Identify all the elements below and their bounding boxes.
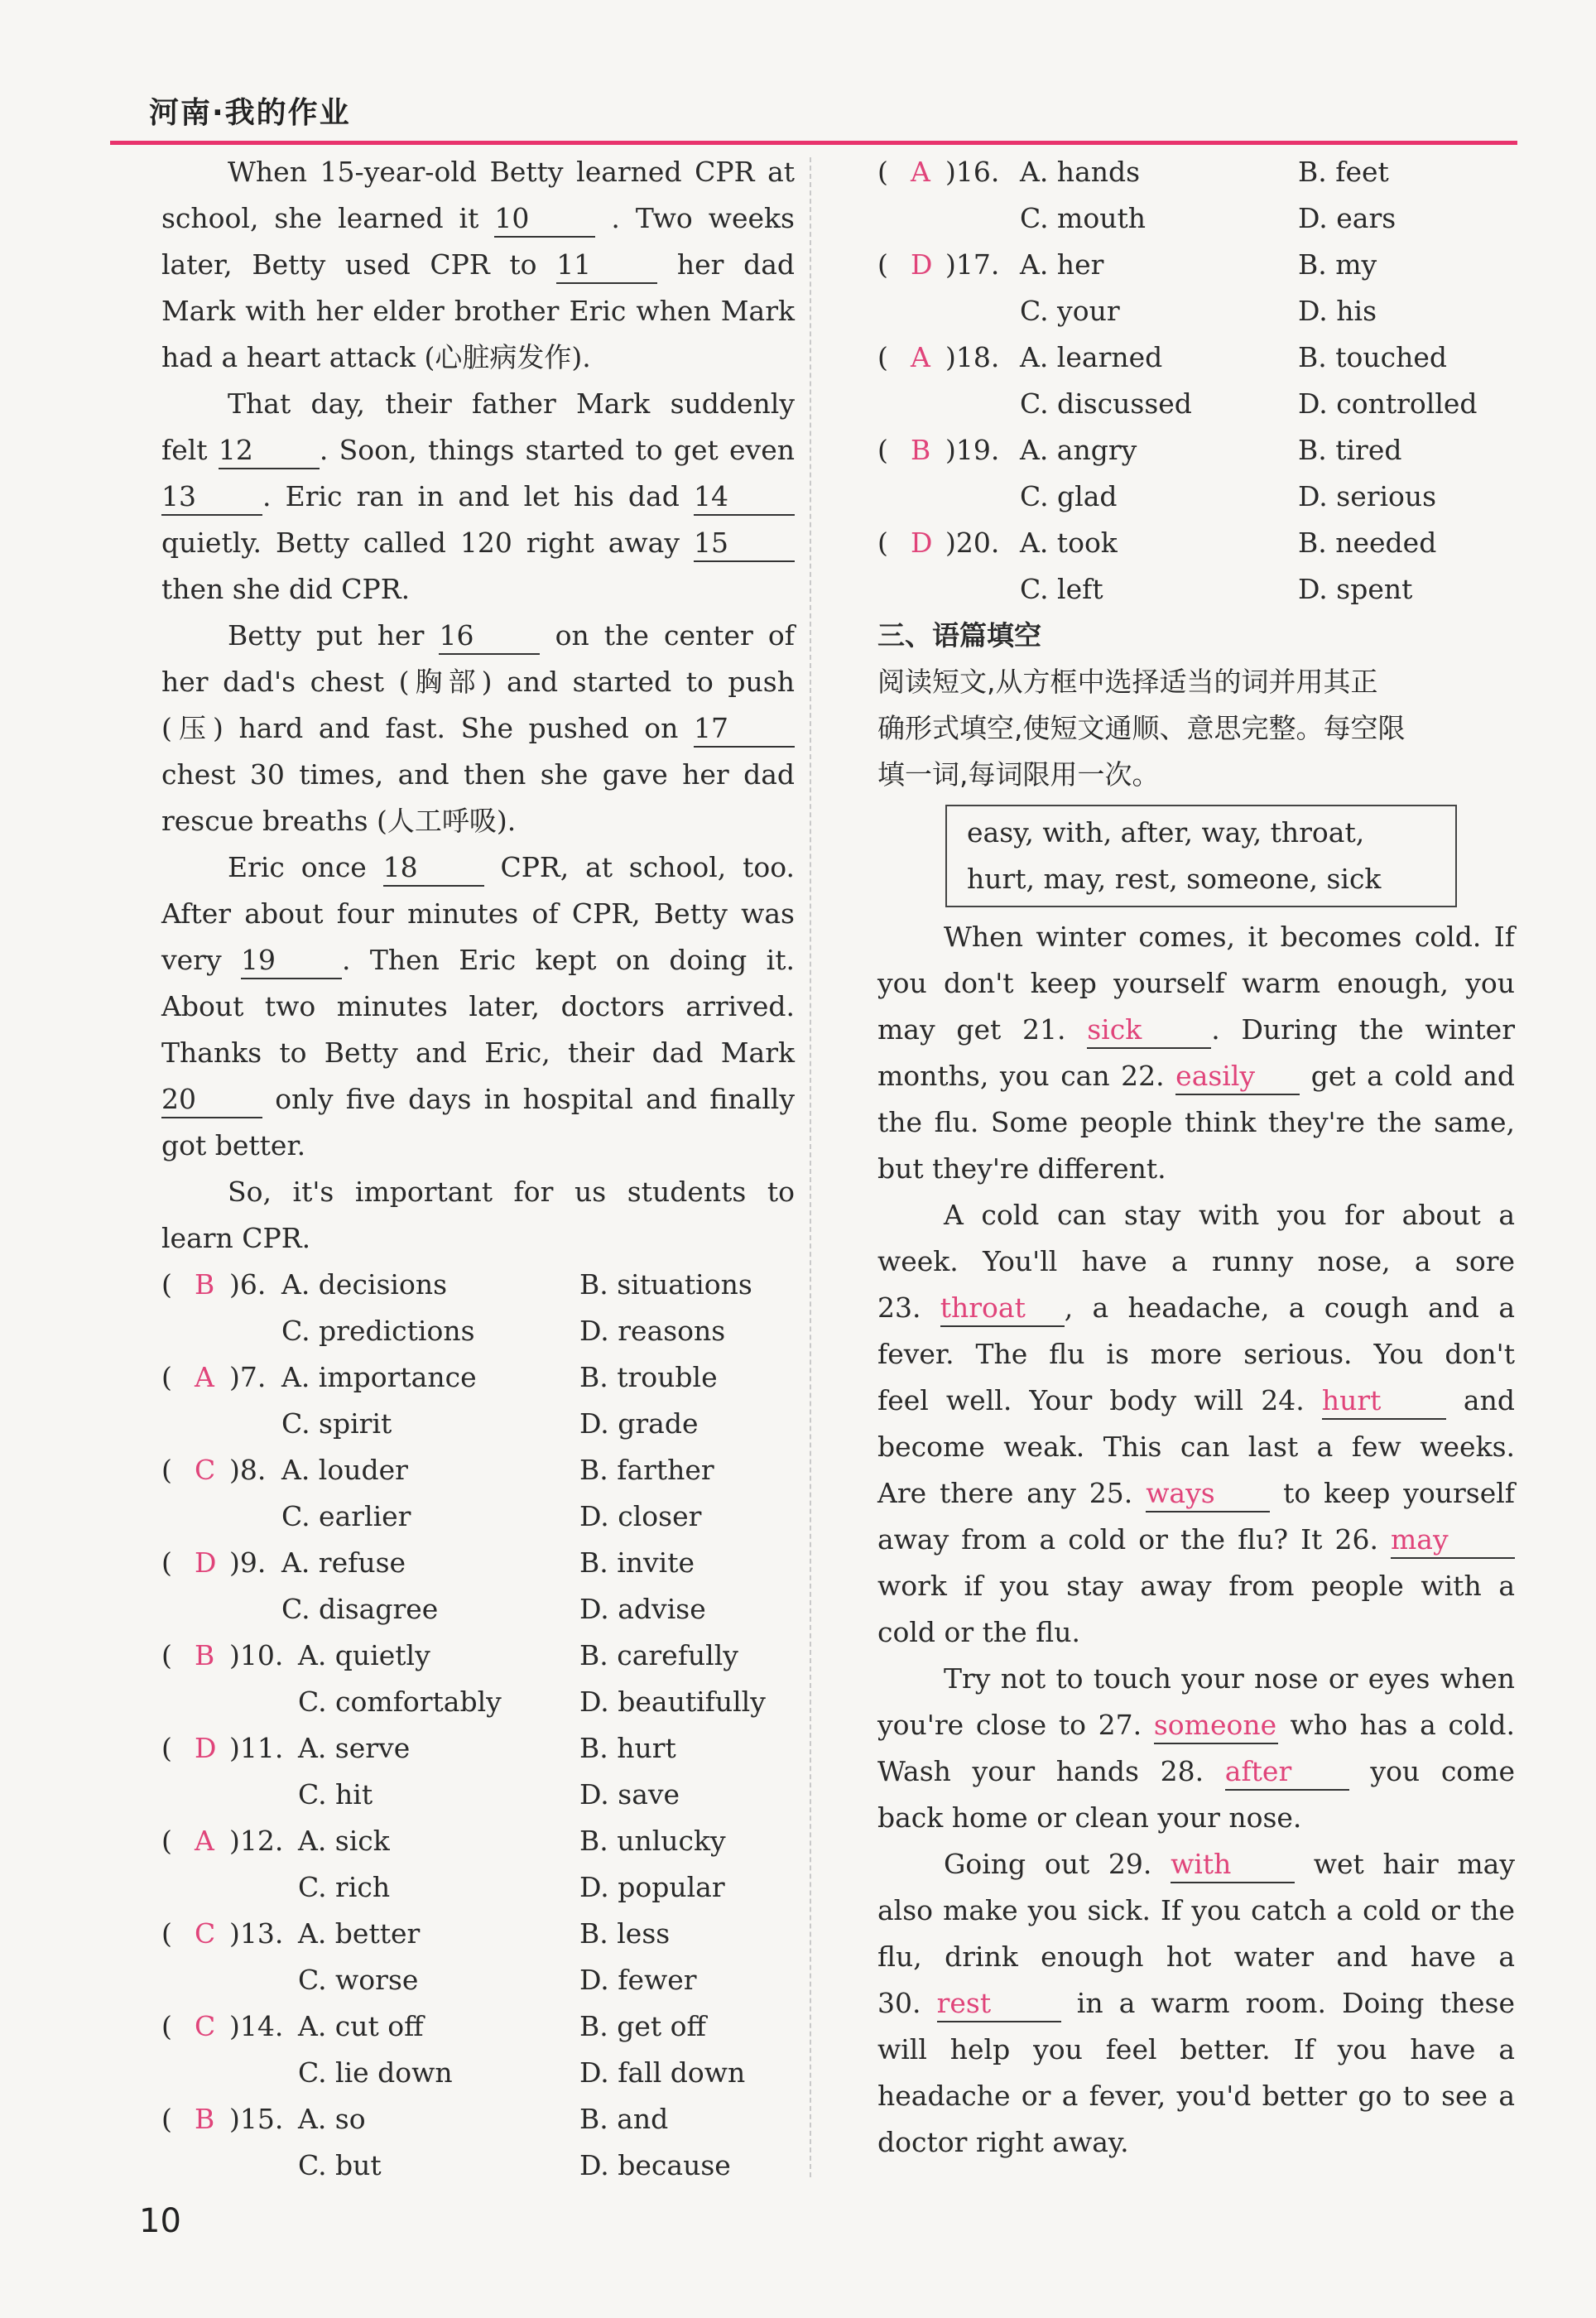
passage-line: will help you feel better. If you have a (877, 2033, 1515, 2066)
passage-line: felt 12 . Soon, things started to get even (161, 427, 795, 474)
passage-line: 30. rest in a warm room. Doing these (877, 1980, 1515, 2027)
mc-question-line: C. but D. because (298, 2149, 731, 2181)
fill-passage (877, 914, 1515, 2166)
passage-line: After about four minutes of CPR, Betty was (161, 897, 795, 930)
passage-line: had a heart attack (心脏病发作). (161, 341, 591, 373)
instruction-line: 确形式填空,使短文通顺、意思完整。每空限 (877, 712, 1406, 744)
passage-line: doctor right away. (877, 2126, 1129, 2158)
mc-question-line: ( D )20. A. took B. needed (877, 520, 1515, 566)
answer-letter: A (911, 156, 930, 188)
passage-line: may get 21. sick . During the winter (877, 1007, 1515, 1053)
passage-line: you don't keep yourself warm enough, you (877, 967, 1515, 999)
mc-question-line: C. mouth D. ears (1020, 202, 1396, 234)
answer-blank-30: rest (937, 1986, 1061, 2022)
mc-question-line: ( D )11. A. serve B. hurt (161, 1725, 795, 1772)
mc-question-line: C. hit D. save (298, 1778, 680, 1811)
header-rule (110, 141, 1517, 145)
answer-blank-24: hurt (1322, 1383, 1446, 1420)
blank-14: 14 (694, 479, 795, 516)
mc-question-line: ( C )13. A. better B. less (161, 1911, 795, 1957)
passage-line: Mark with her elder brother Eric when Mark (161, 295, 795, 327)
mc-question-line: C. left D. spent (1020, 573, 1413, 605)
mc-question-line: C. predictions D. reasons (281, 1315, 726, 1347)
answer-blank-29: with (1171, 1847, 1295, 1883)
answer-letter: B (195, 1639, 215, 1671)
mc-question-line: C. comfortably D. beautifully (298, 1686, 766, 1718)
section-3 (877, 613, 1515, 907)
passage-line: 13 . Eric ran in and let his dad 14 (161, 474, 795, 520)
passage-line: fever. The flu is more serious. You don't (877, 1338, 1515, 1370)
page-header-title: 河南·我的作业 (149, 96, 351, 130)
passage-line: Wash your hands 28. after you come (877, 1748, 1515, 1795)
mc-question-line: ( B )10. A. quietly B. carefully (161, 1633, 795, 1679)
mc-question-line: C. disagree D. advise (281, 1593, 706, 1625)
blank-10: 10 (494, 201, 595, 238)
passage-line: headache or a fever, you'd better go to see a (877, 2080, 1515, 2112)
mc-question-line: ( A )12. A. sick B. unlucky (161, 1818, 795, 1864)
blank-18: 18 (383, 850, 484, 887)
answer-letter: B (911, 434, 931, 466)
mc-question-line: C. worse D. fewer (298, 1964, 697, 1996)
passage-line: Try not to touch your nose or eyes when (944, 1662, 1515, 1695)
passage-line: About two minutes later, doctors arrived. (161, 990, 795, 1022)
answer-letter: D (195, 1546, 217, 1579)
mc-question-line: ( B )15. A. so B. and (161, 2096, 795, 2142)
passage-line: Thanks to Betty and Eric, their dad Mark (161, 1036, 795, 1069)
mc-question-line: C. earlier D. closer (281, 1500, 702, 1532)
blank-16: 16 (439, 618, 540, 655)
passage-line: the flu. Some people think they're the same, (877, 1106, 1515, 1138)
mc-question-line: C. lie down D. fall down (298, 2056, 746, 2089)
passage-line: got better. (161, 1129, 306, 1161)
word-bank-box (945, 805, 1457, 907)
answer-letter: A (195, 1361, 214, 1393)
mc-question-line: ( A )7. A. importance B. trouble (161, 1354, 795, 1401)
passage-line: flu, drink enough hot water and have a (877, 1940, 1515, 1973)
mc-questions-left (161, 1262, 795, 2189)
answer-blank-25: ways (1146, 1476, 1270, 1512)
answer-blank-27: someone (1154, 1708, 1278, 1744)
word-bank-line: easy, with, after, way, throat, (967, 816, 1365, 849)
mc-question-line: C. discussed D. controlled (1020, 387, 1478, 420)
passage-line: chest 30 times, and then she gave her dad (161, 758, 795, 791)
passage-line: you're close to 27. someone who has a cold. (877, 1702, 1515, 1748)
cloze-passage (161, 149, 795, 1262)
mc-question-line: C. spirit D. grade (281, 1407, 699, 1440)
right-column (877, 149, 1515, 2166)
blank-13: 13 (161, 479, 262, 516)
mc-question-line: C. your D. his (1020, 295, 1377, 327)
mc-question-line: ( B )19. A. angry B. tired (877, 427, 1515, 474)
passage-line: also make you sick. If you catch a cold or the (877, 1894, 1515, 1926)
passage-line: Eric once 18 CPR, at school, too. (161, 844, 795, 891)
answer-letter: A (195, 1825, 214, 1857)
mc-question-line: ( A )18. A. learned B. touched (877, 334, 1515, 381)
mc-question-line: ( D )9. A. refuse B. invite (161, 1540, 795, 1586)
column-divider (810, 157, 811, 2177)
passage-line: months, you can 22. easily get a cold and (877, 1053, 1515, 1099)
blank-19: 19 (241, 943, 342, 979)
answer-letter: B (195, 2103, 215, 2135)
passage-line: When winter comes, it becomes cold. If (944, 921, 1515, 953)
mc-question-line: C. glad D. serious (1020, 480, 1437, 512)
answer-letter: C (195, 1917, 216, 1950)
passage-line: her dad's chest (胸部) and started to push (161, 666, 795, 698)
mc-question-line: C. rich D. popular (298, 1871, 725, 1903)
passage-line: back home or clean your nose. (877, 1801, 1302, 1834)
passage-line: school, she learned it 10 . Two weeks (161, 195, 795, 242)
passage-line: quietly. Betty called 120 right away 15 (161, 520, 795, 566)
blank-11: 11 (556, 248, 657, 284)
passage-line: away from a cold or the flu? It 26. may (877, 1517, 1515, 1563)
passage-line: (压) hard and fast. She pushed on 17 (161, 705, 795, 752)
answer-blank-28: after (1225, 1754, 1349, 1791)
answer-letter: B (195, 1268, 215, 1301)
answer-letter: D (911, 248, 933, 281)
passage-line: rescue breaths (人工呼吸). (161, 805, 517, 837)
passage-line: work if you stay away from people with a (877, 1570, 1515, 1602)
passage-line: That day, their father Mark suddenly (228, 387, 795, 420)
passage-line: later, Betty used CPR to 11 her dad (161, 242, 795, 288)
passage-line: When 15-year-old Betty learned CPR at (228, 156, 795, 188)
mc-question-line: ( D )17. A. her B. my (877, 242, 1515, 288)
passage-line: become weak. This can last a few weeks. (877, 1431, 1515, 1463)
passage-line: cold or the flu. (877, 1616, 1080, 1648)
blank-17: 17 (694, 711, 795, 748)
answer-letter: D (911, 527, 933, 559)
mc-question-line: ( C )14. A. cut off B. get off (161, 2003, 795, 2050)
passage-line: then she did CPR. (161, 573, 411, 605)
passage-line: 23. throat , a headache, a cough and a (877, 1285, 1515, 1331)
mc-question-line: ( C )8. A. louder B. farther (161, 1447, 795, 1493)
answer-letter: A (911, 341, 930, 373)
answer-letter: C (195, 1454, 216, 1486)
answer-letter: D (195, 1732, 217, 1764)
page-number: 10 (139, 2202, 181, 2240)
answer-blank-21: sick (1087, 1012, 1211, 1049)
passage-line: but they're different. (877, 1152, 1166, 1185)
blank-20: 20 (161, 1082, 262, 1118)
mc-question-line: ( A )16. A. hands B. feet (877, 149, 1515, 195)
passage-line: learn CPR. (161, 1222, 311, 1254)
passage-line: feel well. Your body will 24. hurt and (877, 1378, 1515, 1424)
blank-15: 15 (694, 526, 795, 562)
answer-letter: C (195, 2010, 216, 2042)
section-title: 三、语篇填空 (877, 619, 1041, 652)
passage-line: Are there any 25. ways to keep yourself (877, 1470, 1515, 1517)
answer-blank-23: throat (940, 1291, 1065, 1327)
word-bank-line: hurt, may, rest, someone, sick (967, 863, 1382, 895)
blank-12: 12 (219, 433, 320, 469)
mc-question-line: ( B )6. A. decisions B. situations (161, 1262, 795, 1308)
passage-line: A cold can stay with you for about a (944, 1199, 1515, 1231)
passage-line: So, it's important for us students to (228, 1176, 795, 1208)
instruction-line: 阅读短文,从方框中选择适当的词并用其正 (877, 666, 1378, 698)
answer-blank-26: may (1391, 1522, 1515, 1559)
passage-line: Going out 29. with wet hair may (877, 1841, 1515, 1888)
passage-line: week. You'll have a runny nose, a sore (877, 1245, 1515, 1277)
mc-questions-right (877, 149, 1515, 613)
answer-blank-22: easily (1175, 1059, 1300, 1095)
instruction-line: 填一词,每词限用一次。 (877, 758, 1160, 791)
passage-line: Betty put her 16 on the center of (161, 613, 795, 659)
passage-line: 20 only five days in hospital and finally (161, 1076, 795, 1123)
passage-line: very 19 . Then Eric kept on doing it. (161, 937, 795, 983)
left-column (161, 149, 795, 2189)
